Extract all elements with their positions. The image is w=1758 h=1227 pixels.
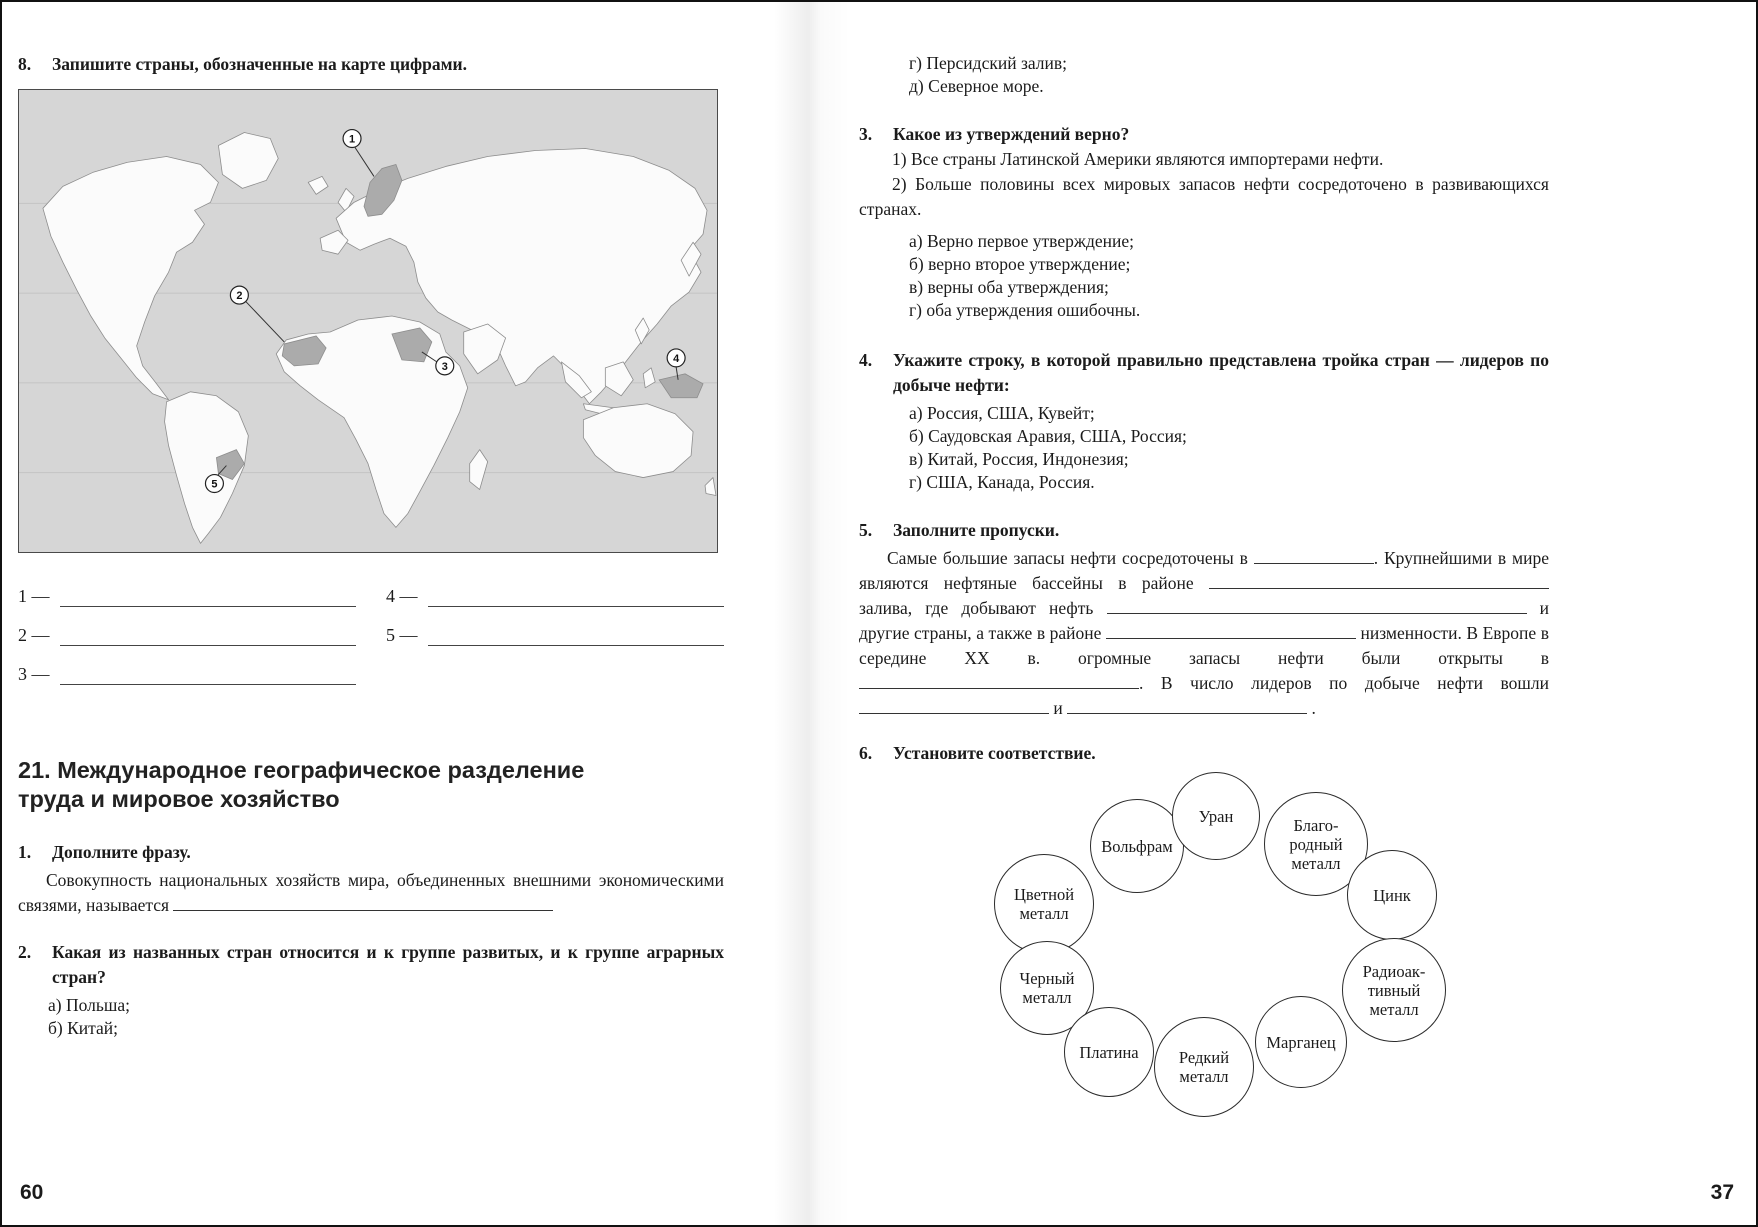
match-diagram (859, 772, 1549, 1124)
fill-in-blank[interactable] (173, 896, 553, 911)
map-marker-5-label: 5 (211, 478, 218, 491)
question-5 (859, 518, 1549, 543)
match-circle (1064, 1007, 1154, 1097)
question-3-statements (859, 147, 1549, 222)
map-answer-row (18, 661, 356, 685)
map-marker-4-label: 4 (673, 352, 680, 365)
question-1-title: Дополните фразу. (52, 842, 191, 862)
fill-in-blank[interactable] (1107, 599, 1527, 614)
question-6-title: Установите соответствие. (893, 743, 1096, 763)
fill-in-blank[interactable] (1106, 624, 1356, 639)
map-answer-label: 4 — (386, 586, 418, 606)
match-circle-label: Платина (1079, 1042, 1139, 1062)
answer-option: а) Россия, США, Кувейт; (909, 403, 1095, 423)
match-circle-label: Вольфрам (1101, 836, 1173, 856)
answer-option: г) оба утверждения ошибочны. (909, 300, 1141, 320)
page-number-right: 37 (1710, 1181, 1734, 1204)
question-5-title: Заполните пропуски. (893, 520, 1060, 540)
fill-in-blank[interactable] (859, 699, 1049, 714)
map-answer-row (386, 583, 724, 607)
map-marker-2-label: 2 (236, 290, 243, 303)
answer-blank[interactable] (60, 664, 357, 685)
match-circle (1342, 938, 1446, 1042)
question-3-number: 3. (859, 124, 873, 144)
answer-option: д) Северное море. (909, 76, 1044, 96)
section-heading: 21. Международное географическое разделение труда и мировое хозяйство (18, 757, 585, 812)
map-answers (18, 583, 724, 700)
answer-blank[interactable] (428, 586, 725, 607)
page-number-left: 60 (20, 1181, 44, 1204)
fill-in-blank[interactable] (1254, 549, 1374, 564)
question-6 (859, 741, 1549, 766)
answer-option: б) верно второе утверждение; (909, 254, 1131, 274)
answer-blank[interactable] (428, 625, 725, 646)
map-marker-1-label: 1 (348, 133, 356, 146)
match-circle-label: Уран (1198, 806, 1234, 826)
question-2-title: Какая из названных стран относится и к группе развитых, и к группе аграрных стран? (52, 942, 724, 987)
match-circle (994, 854, 1094, 954)
question-2 (18, 940, 724, 990)
match-circle (1255, 996, 1347, 1088)
fill-in-blank[interactable] (1209, 574, 1549, 589)
match-circle-label: Цинк (1373, 885, 1411, 905)
answer-option: а) Верно первое утверждение; (909, 231, 1134, 251)
answer-option: а) Польша; (48, 995, 130, 1015)
match-circle-label: Редкий металл (1178, 1048, 1230, 1086)
question-8-number: 8. (18, 54, 32, 74)
question-2-number: 2. (18, 942, 32, 962)
match-circle-label: Радиоак- тивный металл (1362, 961, 1426, 1019)
statement: 2) Больше половины всех мировых запасов нефти сосредоточено в развивающихся странах. (859, 174, 1549, 219)
match-circle-label: Благо- родный металл (1289, 815, 1343, 873)
question-2-options (48, 994, 724, 1040)
map-answers-column-2 (386, 583, 724, 700)
question-4-options (909, 402, 1549, 494)
match-circle (1154, 1017, 1254, 1117)
question-1-text: Совокупность национальных хозяйств мира, объединенных внешними экономическими связями, называется (18, 870, 724, 915)
answer-blank[interactable] (60, 625, 357, 646)
carryover-options (909, 52, 1549, 98)
page-left (18, 2, 724, 1225)
answer-option: б) Саудовская Аравия, США, Россия; (909, 426, 1187, 446)
question-3-options (909, 230, 1549, 322)
match-circle-label: Черный металл (1019, 969, 1075, 1007)
answer-option: г) США, Канада, Россия. (909, 472, 1095, 492)
question-5-number: 5. (859, 520, 873, 540)
match-circle (1090, 799, 1184, 893)
question-5-body: Самые большие запасы нефти сосредоточены в . Крупнейшими в мире являются нефтяные бассейны в районе залива, где добывают нефть и другие страны, а также в районе низменности. В Европе в середине XX в. огромные запасы нефти были открыты в . В число лидеров по добыче нефти вошли и . (859, 548, 1549, 718)
map-marker-3-label: 3 (441, 360, 448, 373)
match-circle-label: Цветной металл (1013, 885, 1075, 923)
answer-option: г) Персидский залив; (909, 53, 1068, 73)
map-answer-label: 1 — (18, 586, 50, 606)
page-gutter (774, 2, 850, 1225)
match-circle (1347, 850, 1437, 940)
map-answer-row (386, 622, 724, 646)
world-map-svg (19, 90, 717, 552)
map-answer-label: 2 — (18, 625, 50, 645)
question-1-number: 1. (18, 842, 32, 862)
question-8-title: Запишите страны, обозначенные на карте цифрами. (52, 54, 468, 74)
question-3-title: Какое из утверждений верно? (893, 124, 1130, 144)
question-1-body (18, 868, 724, 918)
question-6-number: 6. (859, 743, 873, 763)
match-circle-label: Марганец (1266, 1032, 1336, 1052)
question-4-number: 4. (859, 350, 873, 370)
map-answer-label: 3 — (18, 664, 50, 684)
map-answer-row (18, 622, 356, 646)
question-1 (18, 840, 724, 865)
fill-in-blank[interactable] (1067, 699, 1307, 714)
statement: 1) Все страны Латинской Америки являются импортерами нефти. (892, 149, 1384, 169)
question-4 (859, 348, 1549, 398)
fill-in-blank[interactable] (859, 674, 1139, 689)
answer-option: в) верны оба утверждения; (909, 277, 1109, 297)
answer-option: в) Китай, Россия, Индонезия; (909, 449, 1129, 469)
question-4-title: Укажите строку, в которой правильно представлена тройка стран — лидеров по добыче нефти: (893, 350, 1549, 395)
answer-option: б) Китай; (48, 1018, 118, 1038)
map-answers-column-1 (18, 583, 356, 700)
match-circle (1172, 772, 1260, 860)
answer-blank[interactable] (60, 586, 357, 607)
question-8 (18, 52, 724, 77)
page-right (859, 2, 1549, 1225)
question-3 (859, 122, 1549, 147)
map-answer-label: 5 — (386, 625, 418, 645)
map-answer-row (18, 583, 356, 607)
world-map (18, 89, 718, 553)
